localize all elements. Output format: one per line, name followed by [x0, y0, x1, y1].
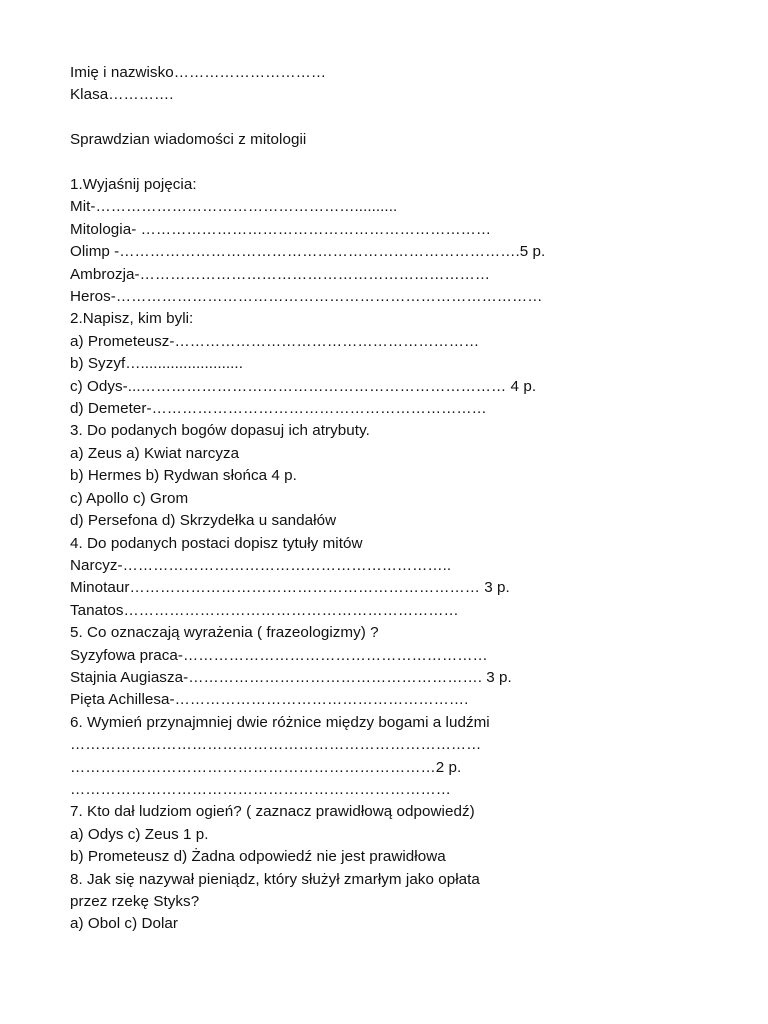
question-1-item-olimp: Olimp -…………………………………………………………………….5 p. — [70, 243, 546, 261]
question-3-item-b: b) Hermes b) Rydwan słońca 4 p. — [70, 467, 297, 485]
question-5-item-stajnia-augiasza: Stajnia Augiasza-…………………………………………………. 3 p. — [70, 668, 512, 686]
blank-line-2 — [70, 152, 728, 174]
question-8-prompt-line-1: 8. Jak się nazywał pieniądz, który służył zmarłym jako opłata — [70, 870, 480, 888]
question-4-item-tanatos: Tanatos………………………………………………………… — [70, 601, 459, 619]
question-7-option-b-d: b) Prometeusz d) Żadna odpowiedź nie jest prawidłowa — [70, 848, 446, 866]
name-field-line: Imię i nazwisko………………………… — [70, 64, 327, 81]
question-4-prompt: 4. Do podanych postaci dopisz tytuły mitów — [70, 534, 363, 552]
question-3-item-a: a) Zeus a) Kwiat narcyza — [70, 444, 240, 462]
question-6-answer-line-2: ………………………………………………………………2 p. — [70, 758, 462, 776]
question-5-item-pieta-achillesa: Pięta Achillesa-…………………………………………………. — [70, 691, 469, 709]
question-3-prompt: 3. Do podanych bogów dopasuj ich atrybuty. — [70, 422, 370, 440]
question-5-prompt: 5. Co oznaczają wyrażenia ( frazeologizmy) ? — [70, 624, 379, 642]
question-2-item-c: c) Odys-...……………………………………………………………… 4 p. — [70, 377, 537, 395]
question-3-item-c: c) Apollo c) Grom — [70, 489, 189, 507]
question-2-item-d: d) Demeter-………………………………………………………… — [70, 400, 487, 418]
question-2-item-b: b) Syzyf…........................ — [70, 355, 243, 373]
page-title: Sprawdzian wiadomości z mitologii — [70, 131, 307, 149]
question-1-prompt: 1.Wyjaśnij pojęcia: — [70, 176, 197, 193]
question-7-option-a-c: a) Odys c) Zeus 1 p. — [70, 825, 209, 843]
question-3-item-d: d) Persefona d) Skrzydełka u sandałów — [70, 512, 337, 530]
question-4-item-minotaur: Minotaur…………………………………………………………… 3 p. — [70, 579, 510, 597]
document-body — [70, 62, 728, 936]
question-6-prompt: 6. Wymień przynajmniej dwie różnice między bogami a ludźmi — [70, 713, 490, 731]
question-6-answer-line-3: ………………………………………………………………… — [70, 780, 451, 798]
question-8-prompt-line-2: przez rzekę Styks? — [70, 893, 200, 910]
question-1-item-heros: Heros-………………………………………………………………………… — [70, 288, 543, 306]
question-1-item-ambrozja: Ambrozja-…………………………………………………………… — [70, 265, 491, 283]
question-2-item-a: a) Prometeusz-…………………………………………………… — [70, 332, 480, 350]
blank-line-1 — [70, 107, 728, 129]
question-5-item-syzyfowa-praca: Syzyfowa praca-…………………………………………………… — [70, 646, 488, 664]
question-6-answer-line-1: ……………………………………………………………………… — [70, 736, 482, 754]
question-1-item-mitologia: Mitologia- …………………………………………………………… — [70, 220, 492, 238]
question-8-option-a-c: a) Obol c) Dolar — [70, 915, 178, 933]
question-4-item-narcyz: Narcyz-……………………………………………………….. — [70, 556, 452, 574]
question-1-item-mit: Mit-…………………………………………….......... — [70, 198, 398, 216]
question-2-prompt: 2.Napisz, kim byli: — [70, 310, 194, 328]
class-field-line: Klasa…………. — [70, 86, 174, 104]
question-7-prompt: 7. Kto dał ludziom ogień? ( zaznacz prawidłową odpowiedź) — [70, 803, 475, 821]
